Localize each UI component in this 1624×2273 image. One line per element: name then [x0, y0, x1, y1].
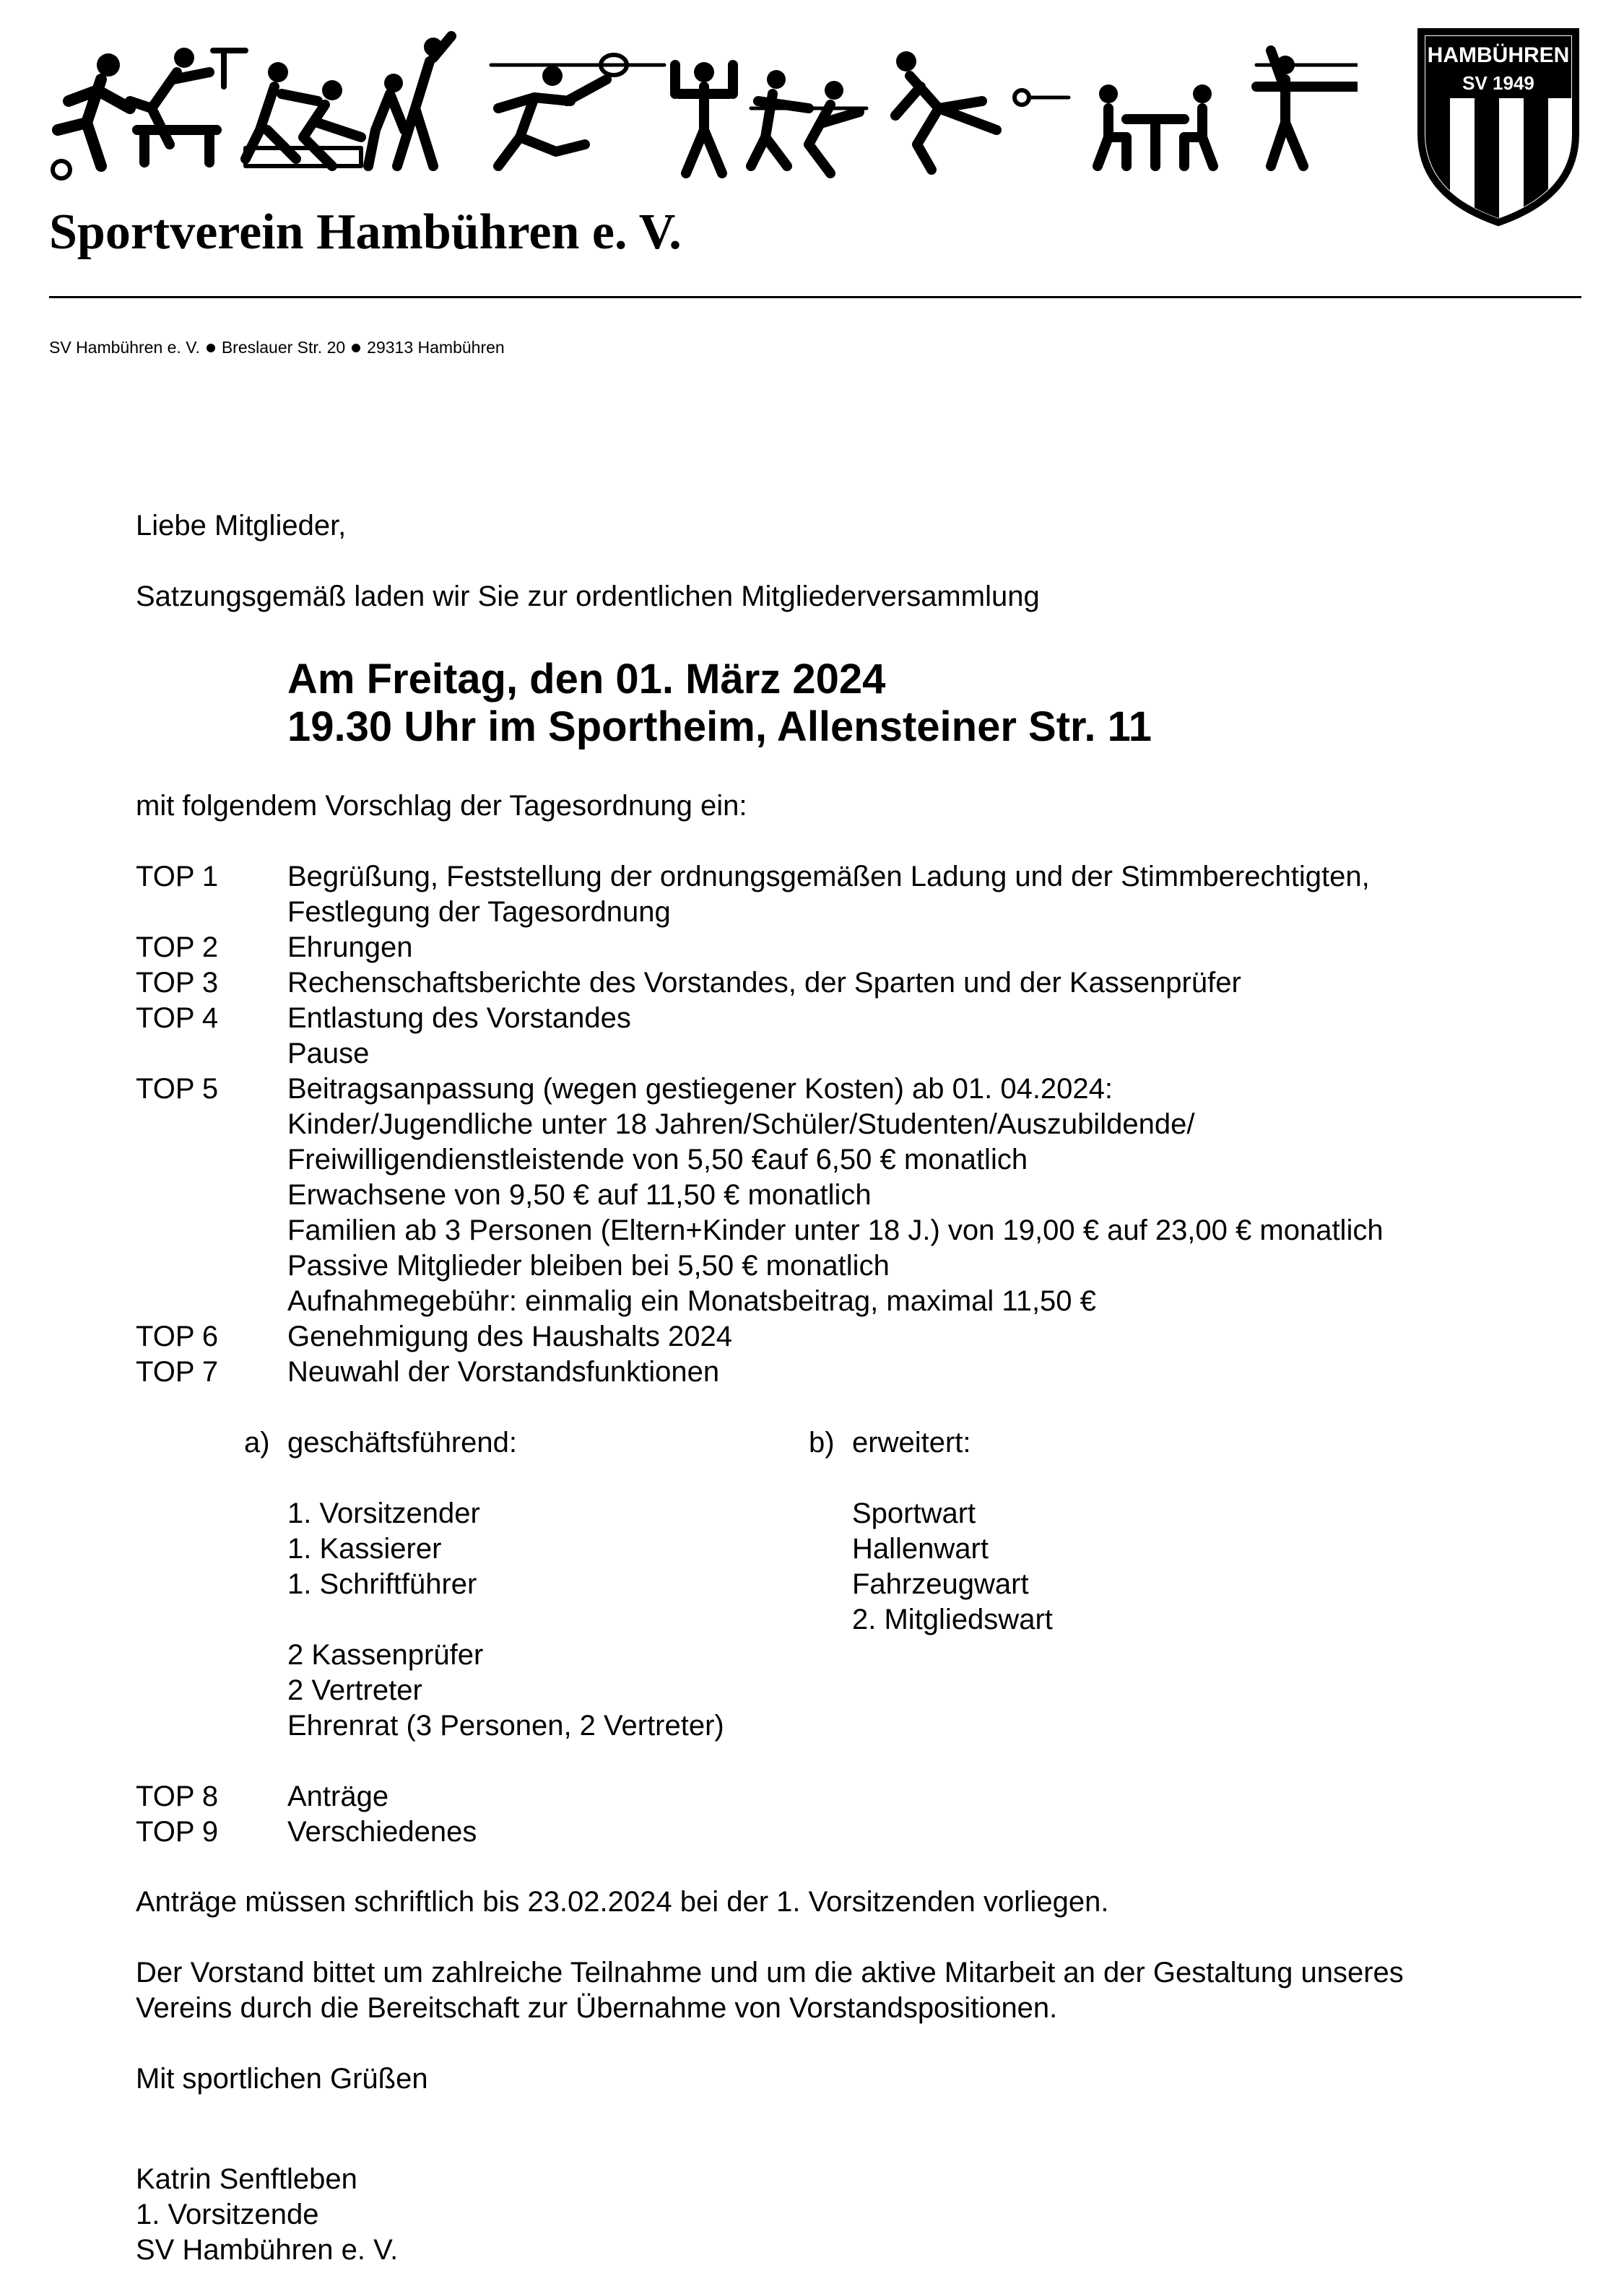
gymnastics-icon	[675, 62, 733, 173]
board-a-item: 1. Vorsitzender	[287, 1498, 480, 1529]
board-a-item: 2 Vertreter	[287, 1674, 422, 1706]
agenda-line: Beitragsanpassung (wegen gestiegener Kosten) ab 01. 04.2024:	[287, 1073, 1113, 1105]
agenda-line: Aufnahmegebühr: einmalig ein Monatsbeitrag, maximal 11,50 €	[287, 1285, 1096, 1317]
agenda-item	[136, 1072, 1573, 1319]
agenda-line: Freiwilligendienstleistende von 5,50 €auf 6,50 € monatlich	[287, 1144, 1028, 1175]
agenda-number: TOP 1	[136, 861, 219, 892]
signer-name: Katrin Senftleben	[136, 2163, 357, 2195]
agenda-number: TOP 5	[136, 1073, 219, 1105]
agenda-line: Pause	[287, 1038, 370, 1069]
agenda-number: TOP 7	[136, 1356, 219, 1388]
agenda-number: TOP 2	[136, 931, 219, 963]
appeal-line: Der Vorstand bittet um zahlreiche Teilnahme und um die aktive Mitarbeit an der Gestaltung unseres	[136, 1957, 1404, 1989]
agenda-text	[287, 859, 1370, 930]
bullet-icon	[352, 344, 360, 352]
agenda-line: Ehrungen	[287, 931, 413, 963]
board-a-item: 2 Kassenprüfer	[287, 1639, 484, 1671]
board-a-item: Ehrenrat (3 Personen, 2 Vertreter)	[287, 1710, 724, 1742]
sender-street: Breslauer Str. 20	[221, 338, 346, 357]
agenda-item	[136, 859, 1573, 930]
board-b-item: Fahrzeugwart	[852, 1568, 1029, 1600]
agenda-line: Verschiedenes	[287, 1816, 477, 1848]
invitation-intro: Satzungsgemäß laden wir Sie zur ordentlichen Mitgliederversammlung	[136, 581, 1040, 612]
agenda-line: Begrüßung, Feststellung der ordnungsgemäßen Ladung und der Stimmberechtigten,	[287, 861, 1370, 892]
board-a-item: 1. Kassierer	[287, 1533, 442, 1565]
basketball-icon	[368, 36, 451, 166]
agenda-number: TOP 9	[136, 1816, 219, 1848]
board-a-item: 1. Schriftführer	[287, 1568, 477, 1600]
football-icon	[53, 53, 130, 178]
crest-year: SV 1949	[1462, 72, 1534, 94]
agenda-text	[287, 1001, 631, 1072]
agenda-line: Kinder/Jugendliche unter 18 Jahren/Schüler/Studenten/Auszubildende/	[287, 1108, 1195, 1140]
board-a-title: geschäftsführend:	[287, 1427, 517, 1459]
agenda-number: TOP 6	[136, 1321, 219, 1352]
header-divider	[49, 296, 1581, 298]
agenda-line: Rechenschaftsberichte des Vorstandes, der Sparten und der Kassenprüfer	[287, 967, 1241, 999]
agenda-item	[136, 1319, 1573, 1355]
sender-address-line	[49, 336, 505, 358]
club-name-heading: Sportverein Hambühren e. V.	[49, 204, 682, 260]
appeal-line: Vereins durch die Bereitschaft zur Übernahme von Vorstandspositionen.	[136, 1992, 1058, 2024]
board-b-item: Sportwart	[852, 1498, 976, 1529]
signer-role: 1. Vorsitzende	[136, 2199, 319, 2230]
signer-org: SV Hambühren e. V.	[136, 2234, 399, 2266]
agenda-text	[287, 1072, 1384, 1319]
badminton-icon	[1256, 51, 1358, 166]
agenda-number: TOP 8	[136, 1781, 219, 1812]
agenda-item	[136, 930, 1573, 965]
event-date: Am Freitag, den 01. März 2024	[287, 656, 886, 703]
sender-org: SV Hambühren e. V.	[49, 338, 200, 357]
board-a-label: a)	[244, 1427, 270, 1459]
agenda-item	[136, 1355, 1573, 1390]
agenda-line: Neuwahl der Vorstandsfunktionen	[287, 1356, 720, 1388]
sender-city: 29313 Hambühren	[367, 338, 505, 357]
board-b-label: b)	[809, 1427, 835, 1459]
hurdles-icon	[130, 48, 246, 162]
table-tennis-icon	[751, 70, 867, 173]
karate-icon	[895, 51, 1069, 170]
agenda-line: Passive Mitglieder bleiben bei 5,50 € monatlich	[287, 1250, 890, 1282]
closing: Mit sportlichen Grüßen	[136, 2063, 428, 2095]
agenda-list	[136, 859, 1573, 1390]
agenda-line: Erwachsene von 9,50 € auf 11,50 € monatlich	[287, 1179, 872, 1211]
board-b-item: Hallenwart	[852, 1533, 989, 1565]
board-b-item: 2. Mitgliedswart	[852, 1604, 1053, 1635]
agenda-line: Familien ab 3 Personen (Eltern+Kinder unter 18 J.) von 19,00 € auf 23,00 € monatlich	[287, 1214, 1384, 1246]
agenda-number: TOP 4	[136, 1002, 219, 1034]
agenda-number: TOP 3	[136, 967, 219, 999]
crest-name: HAMBÜHREN	[1427, 43, 1570, 67]
agenda-item	[136, 965, 1573, 1001]
agenda-line: Genehmigung des Haushalts 2024	[287, 1321, 732, 1352]
sport-pictograms-banner	[29, 22, 1358, 188]
motion-deadline: Anträge müssen schriftlich bis 23.02.2024 bei der 1. Vorsitzenden vorliegen.	[136, 1886, 1109, 1918]
martial-arts-icon	[246, 62, 361, 166]
tennis-icon	[491, 55, 664, 166]
agenda-intro: mit folgendem Vorschlag der Tagesordnung ein:	[136, 790, 747, 822]
agenda-line: Entlastung des Vorstandes	[287, 1002, 631, 1034]
salutation: Liebe Mitglieder,	[136, 510, 347, 542]
agenda-item	[136, 1001, 1573, 1072]
board-b-title: erweitert:	[852, 1427, 971, 1459]
agenda-line: Festlegung der Tagesordnung	[287, 896, 671, 928]
bullet-icon	[207, 344, 215, 352]
agenda-line: Anträge	[287, 1781, 389, 1812]
club-crest-logo	[1415, 26, 1581, 227]
event-place: 19.30 Uhr im Sportheim, Allensteiner Str. 11	[287, 703, 1152, 750]
board-game-icon	[1098, 84, 1213, 166]
